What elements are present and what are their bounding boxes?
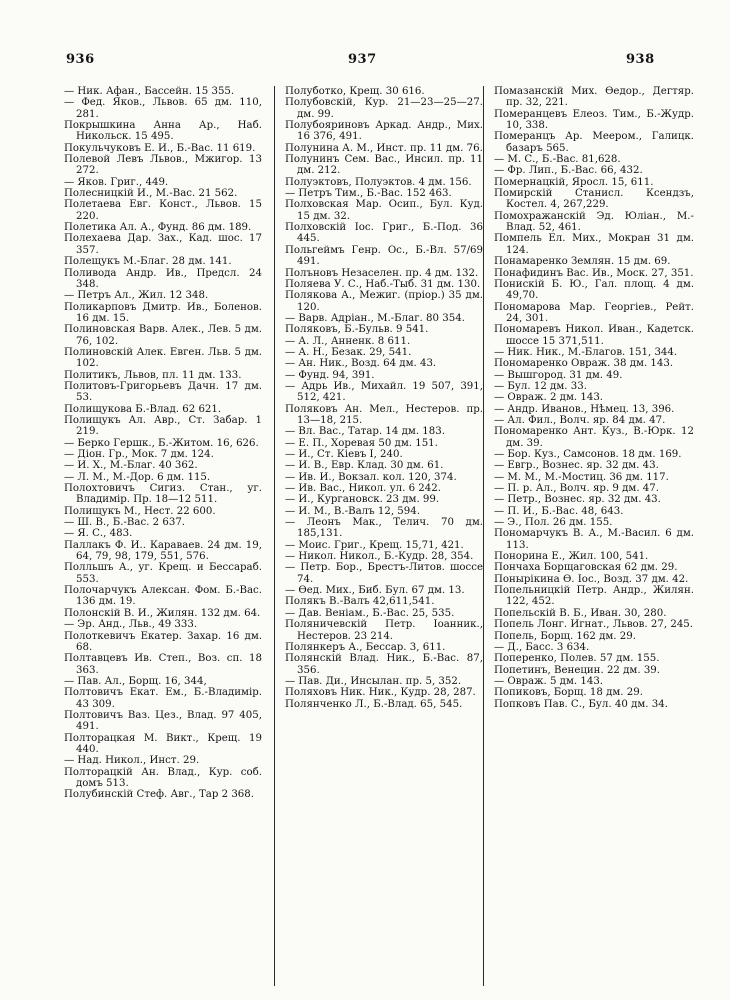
directory-entry: Полторацкій Ан. Влад., Кур. соб. домъ 513. [64, 766, 262, 789]
directory-entry: — Овраж. 2 дм. 143. [494, 392, 604, 404]
directory-entry: — И., Ст. Кіевъ I, 240. [285, 449, 403, 460]
directory-entry: — Л. М., М.-Дор. 6 дм. 115. [64, 471, 211, 483]
directory-entry: — Над. Никол., Инст. 29. [64, 755, 200, 767]
directory-entry: Полльшъ А., уг. Крещ. и Бессараб. 553. [64, 562, 262, 585]
directory-entry: Полуэктовъ, Полуэктов. 4 дм. 156. [285, 176, 472, 188]
directory-entry: Полховскій Іос. Григ., Б.-Под. 36 445. [285, 222, 483, 245]
column-divider-right [483, 86, 484, 986]
column-divider-left [274, 86, 275, 986]
directory-entry: Пончаха Борщаговская 62 дм. 29. [494, 562, 678, 574]
directory-entry: Польгеймъ Генр. Ос., Б.-Вл. 57/69 491. [285, 244, 483, 268]
directory-entry: — П. И., Б.-Вас. 48, 643. [494, 505, 624, 517]
directory-entry: — Фр. Лип., Б.-Вас. 66, 432. [494, 165, 643, 177]
directory-entry: — Ал. Фил., Волч. яр. 84 дм. 47. [494, 414, 666, 426]
page-number-right: 938 [626, 52, 655, 67]
directory-entry: — Діон. Гр., Мок. 7 дм. 124. [64, 449, 214, 460]
directory-entry: — Ник. Ник., М.-Благов. 151, 344. [494, 346, 678, 358]
directory-entry: Поляковъ, Б.-Бульв. 9 541. [285, 324, 429, 336]
directory-entry: Полищукъ Ал. Авр., Ст. Забар. 1 219. [64, 414, 262, 438]
directory-entry: Понорина Е., Жил. 100, 541. [494, 551, 649, 563]
directory-entry: Понырікина Ө. Іос., Возд. 37 дм. 42. [494, 573, 689, 585]
directory-entry: Полторацкая М. Викт., Крещ. 19 440. [64, 732, 262, 755]
directory-entry: Пономаренко Овраж. 38 дм. 143. [494, 358, 674, 370]
directory-entry: — Овраж. 5 дм. 143. [494, 675, 604, 687]
directory-entry: Поляничевскій Петр. Іоанник., Нестеров. 23 214. [285, 619, 483, 642]
directory-entry: Полянскій Влад. Ник., Б.-Вас. 87, 356. [285, 653, 483, 676]
directory-entry: — Яков. Григ., 449. [64, 176, 169, 188]
directory-entry: Полтовичъ Екат. Ем., Б.-Владимір. 43 309. [64, 687, 262, 710]
directory-entry: Полубовскій, Кур. 21—23—25—27. дм. 99. [285, 97, 483, 120]
directory-entry: Пономаревъ Никол. Иван., Кадетск. шоссе 15 371,511. [494, 324, 694, 347]
directory-entry: Полъновъ Незаселен. пр. 4 дм. 132. [285, 267, 479, 279]
directory-entry: — М. С., Б.-Вас. 81,628. [494, 154, 621, 166]
directory-entry: Полянченко Л., Б.-Влад. 65, 545. [285, 698, 463, 710]
directory-entry: Полочарчукъ Алексан. Фом. Б.-Вас. 136 дм. 19. [64, 585, 262, 608]
directory-column-right [494, 86, 694, 991]
directory-entry: Политикъ, Львов, пл. 11 дм. 133. [64, 369, 242, 381]
directory-entry: — Я. С., 483. [64, 528, 133, 540]
directory-entry: — Ник. Афан., Бассейн. 15 355. [64, 86, 235, 97]
directory-entry: Полоткевичъ Екатер. Захар. 16 дм. 68. [64, 630, 262, 653]
page-number-center: 937 [348, 52, 377, 67]
directory-entry: — Эр. Анд., Льв., 49 333. [64, 619, 198, 631]
directory-entry: Полетаева Евг. Конст., Львов. 15 220. [64, 199, 262, 222]
directory-entry: — Петр. Бор., Брестъ-Литов. шоссе 74. [285, 562, 483, 585]
directory-entry: Померанцевъ Елеоз. Тим., Б.-Жудр. 10, 338. [494, 108, 694, 132]
directory-entry: Попиковъ, Борщ. 18 дм. 29. [494, 687, 643, 699]
directory-entry: Попетинъ, Венецин. 22 дм. 39. [494, 664, 661, 676]
directory-entry: Пономарчукъ В. А., М.-Васил. 6 дм. 113. [494, 528, 694, 551]
directory-entry: — Е. П., Хоревая 50 дм. 151. [285, 437, 438, 449]
directory-entry: — Фед. Яков., Львов. 65 дм. 110, 281. [64, 97, 262, 120]
directory-entry: Поливода Андр. Ив., Предсл. 24 348. [64, 267, 262, 290]
directory-entry: — Вл. Вас., Татар. 14 дм. 183. [285, 426, 445, 438]
directory-entry: — М. М., М.-Мостиц. 36 дм. 117. [494, 471, 669, 483]
directory-entry: Покрышкина Анна Ар., Наб. Никольск. 15 495. [64, 120, 262, 143]
directory-entry: — Ан. Ник., Возд. 64 дм. 43. [285, 358, 437, 370]
directory-entry: — Ив. Вас., Никол. ул. 6 242. [285, 483, 441, 495]
directory-entry: Понамаренко Землян. 15 дм. 69. [494, 256, 671, 268]
directory-entry: — Петръ Ал., Жил. 12 348. [64, 290, 209, 302]
directory-column-left [64, 86, 262, 991]
directory-entry: Попковъ Пав. С., Бул. 40 дм. 34. [494, 698, 668, 710]
directory-entry: Полищукова Б.-Влад. 62 621. [64, 403, 222, 415]
directory-entry: Полянкеръ А., Бессар. 3, 611. [285, 641, 446, 653]
directory-entry: Пономарова Мар. Георгіев., Рейт. 24, 301. [494, 301, 694, 324]
page-number-left: 936 [66, 52, 95, 67]
directory-entry: — Бор. Куз., Самсонов. 18 дм. 169. [494, 449, 682, 460]
directory-entry: Поперенко, Полев. 57 дм. 155. [494, 653, 660, 665]
directory-entry: Полехаева Дар. Зах., Кад. шос. 17 357. [64, 233, 262, 256]
directory-entry: Полубояриновъ Аркад. Андр., Мих. 16 376, 491. [285, 120, 483, 143]
directory-entry: — Петр., Вознес. яр. 32 дм. 43. [494, 494, 661, 506]
directory-entry: — Берко Гершк., Б.-Житом. 16, 626. [64, 437, 259, 449]
directory-entry: — Ш. В., Б.-Вас. 2 637. [64, 517, 186, 529]
directory-entry: — Евгр., Вознес. яр. 32 дм. 43. [494, 460, 659, 472]
directory-entry: — Д., Басс. 3 634. [494, 641, 590, 653]
directory-entry: — П. р. Ал., Волч. яр. 9 дм. 47. [494, 483, 660, 495]
directory-entry: Полетика Ал. А., Фунд. 86 дм. 189. [64, 222, 252, 234]
directory-entry: Понискій Б. Ю., Гал. площ. 4 дм. 49,70. [494, 278, 694, 302]
directory-entry: Полохтовичъ Сигиз. Стан., уг. Владимір. Пр. 18—12 511. [64, 483, 262, 506]
directory-entry: — Адрь Ив., Михайл. 19 507, 391, 512, 421. [285, 380, 483, 404]
directory-entry: — А. Н., Безак. 29, 541. [285, 346, 412, 358]
directory-entry: — Пав. Ал., Борщ. 16, 344, [64, 675, 207, 687]
directory-entry: Помпель Ел. Мих., Мокран 31 дм. 124. [494, 233, 694, 256]
directory-entry: Полубинскій Стеф. Авг., Тар 2 368. [64, 789, 255, 801]
directory-entry: — А. Л., Анненк. 8 611. [285, 335, 411, 347]
directory-entry: — И. Х., М.-Благ. 40 362. [64, 460, 198, 472]
directory-entry: Полуботко, Крещ. 30 616. [285, 86, 425, 97]
directory-entry: — Петръ Тим., Б.-Вас. 152 463. [285, 188, 452, 200]
directory-entry: Помохражанскій Эд. Юліан., М.-Влад. 52, 461. [494, 210, 694, 234]
directory-entry: — Дав. Веніам., Б.-Вас. 25, 535. [285, 607, 455, 619]
directory-entry: — Бул. 12 дм. 33. [494, 380, 587, 392]
directory-entry: Полонскій В. И., Жилян. 132 дм. 64. [64, 607, 261, 619]
directory-entry: — Пав. Ди., Инсылан. пр. 5, 352. [285, 675, 462, 687]
directory-entry: Полякъ В.-Валъ 42,611,541. [285, 596, 435, 608]
directory-entry: — Варв. Адріан., М.-Благ. 80 354. [285, 312, 465, 324]
directory-entry: — Вышгород. 31 дм. 49. [494, 369, 623, 381]
directory-entry: — Моис. Григ., Крещ. 15,71, 421. [285, 539, 464, 551]
directory-entry: — И., Кургановск. 23 дм. 99. [285, 494, 440, 506]
directory-entry: Поляховъ Ник. Ник., Кудр. 28, 287. [285, 687, 476, 699]
directory-entry: Полякова А., Межиг. (пріор.) 35 дм. 120. [285, 290, 483, 313]
directory-entry: Полунина А. М., Инст. пр. 11 дм. 76. [285, 142, 483, 154]
directory-entry: — Фунд. 94, 391. [285, 369, 375, 381]
directory-entry: — Өед. Мих., Биб. Бул. 67 дм. 13. [285, 585, 465, 597]
directory-entry: Поляковъ Ан. Мел., Нестеров. пр. 13—18, 215. [285, 403, 483, 426]
directory-entry: Попельницкій Петр. Андр., Жилян. 122, 452. [494, 585, 694, 608]
directory-entry: Помернацкій, Яросл. 15, 611. [494, 176, 654, 188]
directory-entry: Паллакъ Ф. И.. Караваев. 24 дм. 19, 64, 79, 98, 179, 551, 576. [64, 539, 262, 563]
directory-entry: Померанцъ Ар. Меером., Галицк. базаръ 565. [494, 131, 694, 154]
directory-entry: Поликарповъ Дмитр. Ив., Боленов. 16 дм. 15. [64, 301, 262, 324]
directory-entry: Помирскій Станисл. Ксендзъ, Костел. 4, 267,229. [494, 188, 694, 211]
directory-entry: — Ив. И., Вокзал. кол. 120, 374. [285, 471, 457, 483]
directory-column-middle [285, 86, 483, 991]
directory-entry: Полтавцевъ Ив. Степ., Воз. сп. 18 363. [64, 653, 262, 676]
directory-entry: Полиновская Варв. Алек., Лев. 5 дм. 76, 102. [64, 324, 262, 347]
directory-entry: Полищукъ М., Нест. 22 600. [64, 505, 216, 517]
directory-entry: Полевой Левъ Львов., Мжигор. 13 272. [64, 154, 262, 177]
directory-entry: Поляева У. С., Наб.-Тыб. 31 дм. 130. [285, 278, 481, 290]
directory-entry: Пономаренко Ант. Куз., В.-Юрк. 12 дм. 39. [494, 426, 694, 449]
directory-entry: — Э., Пол. 26 дм. 155. [494, 517, 613, 529]
directory-entry: Понафидинъ Вас. Ив., Моск. 27, 351. [494, 267, 694, 279]
directory-entry: Попель, Борщ. 162 дм. 29. [494, 630, 636, 642]
directory-entry: — Леонъ Мак., Телич. 70 дм. 185,131. [285, 517, 483, 540]
directory-entry: — Никол. Никол., Б.-Кудр. 28, 354. [285, 551, 474, 563]
directory-entry: Попель Лонг. Игнат., Львов. 27, 245. [494, 619, 694, 631]
directory-entry: Полтовичъ Ваз. Цез., Влад. 97 405, 491. [64, 709, 262, 733]
directory-entry: Полещукъ М.-Благ. 28 дм. 141. [64, 256, 232, 268]
directory-entry: Полесницкій И., М.-Вас. 21 562. [64, 188, 238, 200]
directory-entry: — И. В., Евр. Клад. 30 дм. 61. [285, 460, 444, 472]
directory-entry: Помазанскій Мих. Өедор., Дегтяр. пр. 32, 221. [494, 86, 694, 109]
directory-entry: Полунинъ Сем. Вас., Инсил. пр. 11 дм. 212. [285, 154, 483, 177]
directory-entry: Полховская Мар. Осип., Бул. Куд. 15 дм. 32. [285, 199, 483, 222]
directory-entry: — И. М., В.-Валъ 12, 594. [285, 505, 420, 517]
directory-entry: Полиновскій Алек. Евген. Льв. 5 дм. 102. [64, 346, 262, 370]
directory-entry: Политовъ-Григорьевъ Дачн. 17 дм. 53. [64, 380, 262, 404]
directory-entry: — Андр. Иванов., Нѣмец. 13, 396. [494, 403, 675, 415]
directory-entry: Покульчуковъ Е. И., Б.-Вас. 11 619. [64, 142, 256, 154]
directory-entry: Попельскій В. Б., Иван. 30, 280. [494, 607, 667, 619]
